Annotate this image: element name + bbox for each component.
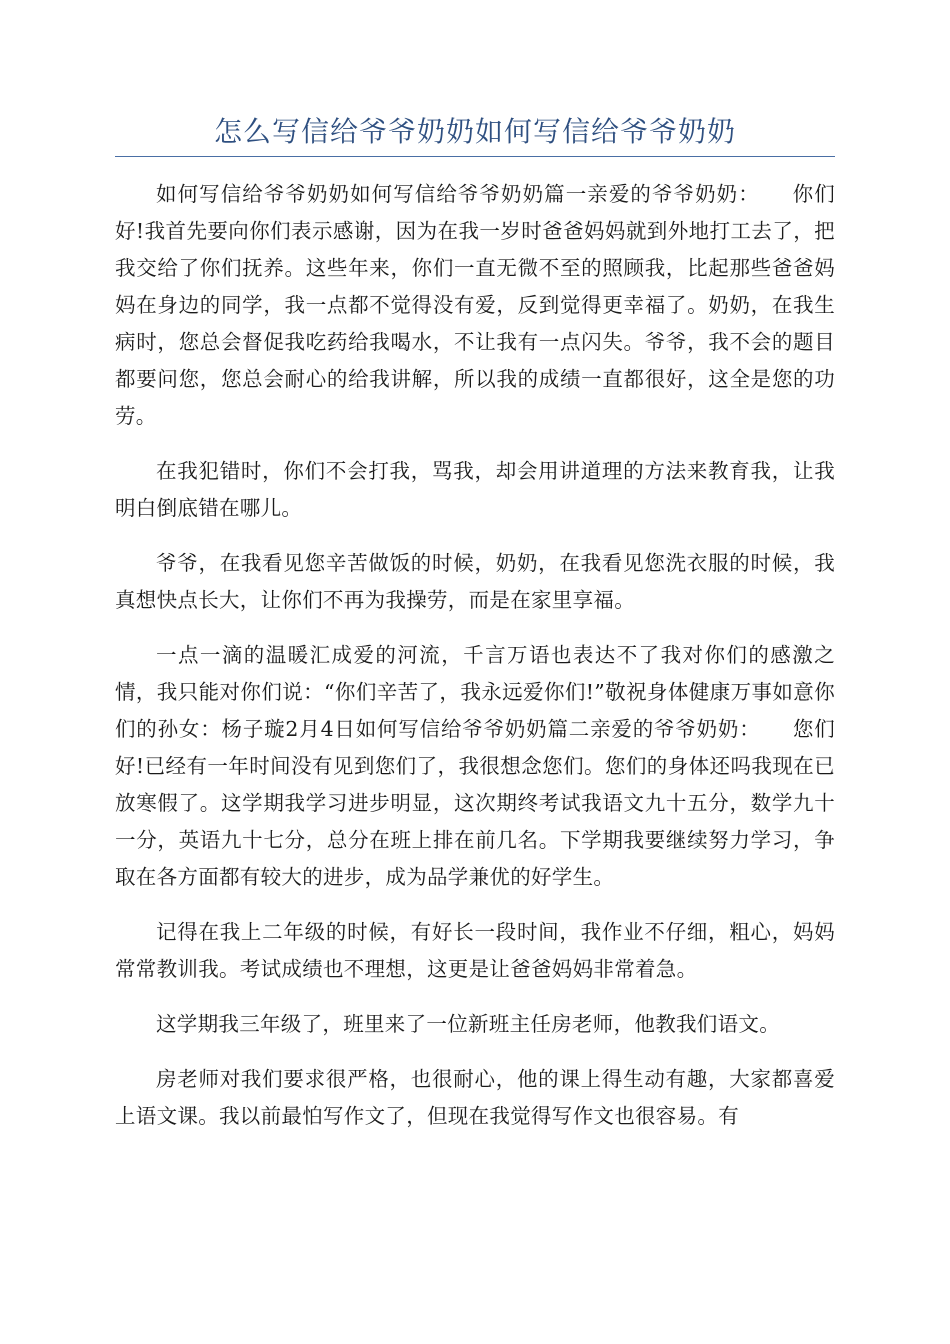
paragraph-3: 爷爷，在我看见您辛苦做饭的时候，奶奶，在我看见您洗衣服的时候，我真想快点长大，让你们不再为我操劳，而是在家里享福。 xyxy=(115,551,835,612)
paragraph-6: 这学期我三年级了，班里来了一位新班主任房老师，他教我们语文。 xyxy=(156,1012,780,1036)
page-title: 怎么写信给爷爷奶奶如何写信给爷爷奶奶 xyxy=(213,115,736,148)
paragraph-1: 如何写信给爷爷奶奶如何写信给爷爷奶奶篇一亲爱的爷爷奶奶： 你们好!我首先要向你们表示感谢，因为在我一岁时爸爸妈妈就到外地打工去了，把我交给了你们抚养。这些年来，你们一直无微不至的照顾我，比起那些爸爸妈妈在身边的同学，我一点都不觉得没有爱，反到觉得更幸福了。奶奶，在我生病时，您总会督促我吃药给我喝水，不让我有一点闪失。爷爷，我不会的题目都要问您，您总会耐心的给我讲解，所以我的成绩一直都很好，这全是您的功劳。 xyxy=(115,182,835,428)
document-body xyxy=(115,176,835,1153)
title-block xyxy=(115,112,835,157)
paragraph-2: 在我犯错时，你们不会打我，骂我，却会用讲道理的方法来教育我，让我明白倒底错在哪儿。 xyxy=(115,459,835,520)
paragraph-7: 房老师对我们要求很严格，也很耐心，他的课上得生动有趣，大家都喜爱上语文课。我以前最怕写作文了，但现在我觉得写作文也很容易。有 xyxy=(115,1067,835,1128)
paragraph-5: 记得在我上二年级的时候，有好长一段时间，我作业不仔细，粗心，妈妈常常教训我。考试成绩也不理想，这更是让爸爸妈妈非常着急。 xyxy=(115,920,835,981)
paragraph-4: 一点一滴的温暖汇成爱的河流，千言万语也表达不了我对你们的感激之情，我只能对你们说：“你们辛苦了，我永远爱你们!”敬祝身体健康万事如意你们的孙女：杨子璇2月4日如何写信给爷爷奶奶篇二亲爱的爷爷奶奶： 您们好!已经有一年时间没有见到您们了，我很想念您们。您们的身体还吗我现在已放寒假了。这学期我学习进步明显，这次期终考试我语文九十五分，数学九十一分，英语九十七分，总分在班上排在前几名。下学期我要继续努力学习，争取在各方面都有较大的进步，成为品学兼优的好学生。 xyxy=(115,643,835,889)
